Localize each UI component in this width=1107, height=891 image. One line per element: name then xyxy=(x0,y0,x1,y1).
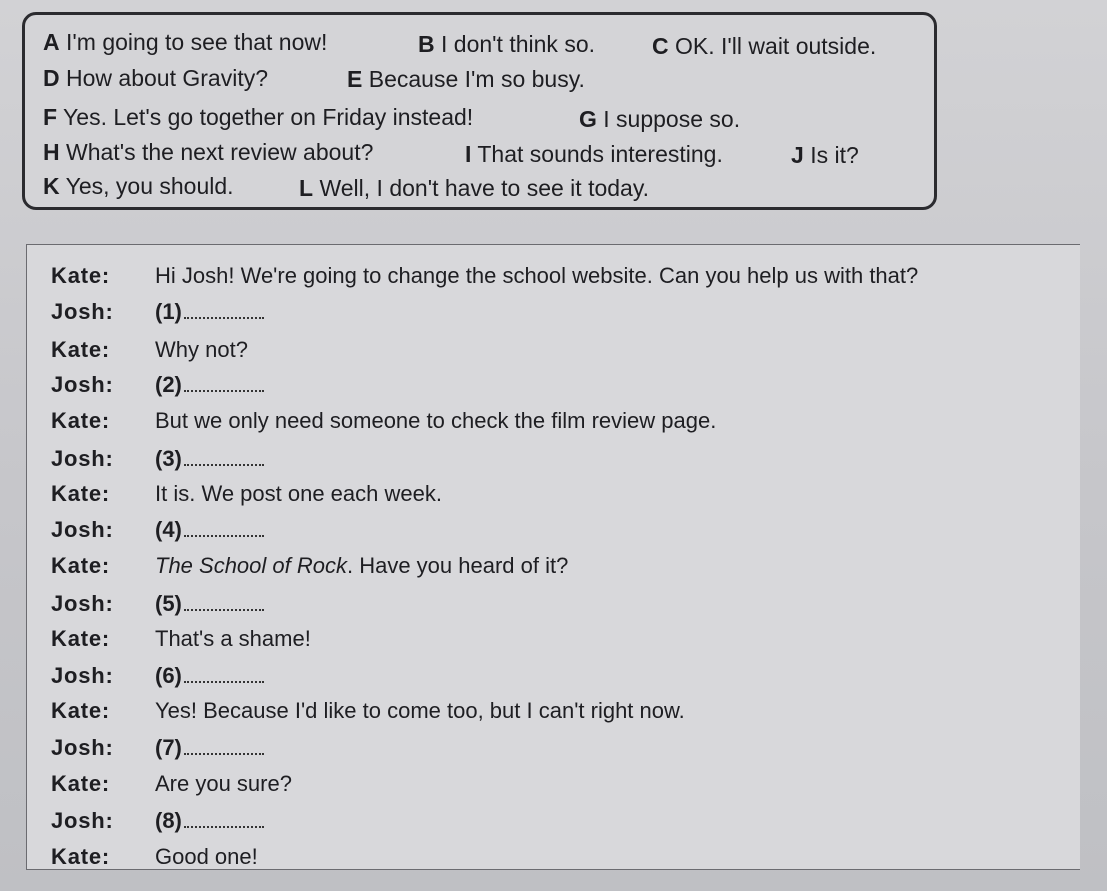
blank-number: (6) xyxy=(155,663,182,688)
option-l xyxy=(299,175,649,202)
line-text: Are you sure? xyxy=(155,771,292,796)
speaker-josh: Josh: xyxy=(51,663,114,688)
option-letter: I xyxy=(465,141,472,167)
option-text: Because I'm so busy. xyxy=(368,66,585,92)
line-text xyxy=(155,553,568,579)
line-text: Yes! Because I'd like to come too, but I can't right now. xyxy=(155,698,685,723)
dotted-blank[interactable] xyxy=(184,313,264,319)
speaker-kate: Kate: xyxy=(51,698,111,723)
answer-blank-4[interactable] xyxy=(155,517,264,543)
speaker-kate: Kate: xyxy=(51,263,111,288)
dotted-blank[interactable] xyxy=(184,822,264,828)
option-h xyxy=(43,139,373,166)
option-e xyxy=(347,66,585,93)
option-text: How about Gravity? xyxy=(66,65,268,91)
blank-number: (4) xyxy=(155,517,182,542)
option-text: Yes. Let's go together on Friday instead! xyxy=(63,104,474,130)
answer-blank-3[interactable] xyxy=(155,446,264,472)
option-b xyxy=(418,31,595,58)
option-text: I suppose so. xyxy=(603,106,741,132)
option-text: That sounds interesting. xyxy=(477,141,723,167)
option-g xyxy=(579,106,740,133)
answer-options-box xyxy=(22,12,937,210)
blank-number: (2) xyxy=(155,372,182,397)
line-text: But we only need someone to check the film review page. xyxy=(155,408,717,433)
option-text: Well, I don't have to see it today. xyxy=(319,175,650,201)
dotted-blank[interactable] xyxy=(184,749,264,755)
dotted-blank[interactable] xyxy=(184,605,264,611)
answer-blank-6[interactable] xyxy=(155,663,264,689)
speaker-josh: Josh: xyxy=(51,517,114,542)
film-title: The School of Rock xyxy=(155,553,347,578)
option-text: I don't think so. xyxy=(441,31,595,57)
dotted-blank[interactable] xyxy=(184,386,264,392)
dotted-blank[interactable] xyxy=(184,677,264,683)
speaker-kate: Kate: xyxy=(51,408,111,433)
option-text: Yes, you should. xyxy=(65,173,234,199)
option-c xyxy=(652,33,876,60)
blank-number: (8) xyxy=(155,808,182,833)
blank-number: (3) xyxy=(155,446,182,471)
line-text-rest: . Have you heard of it? xyxy=(346,553,569,578)
speaker-josh: Josh: xyxy=(51,446,114,471)
option-k xyxy=(43,173,234,200)
line-text: Hi Josh! We're going to change the school website. Can you help us with that? xyxy=(155,263,919,288)
option-i xyxy=(465,141,723,168)
answer-blank-5[interactable] xyxy=(155,591,264,617)
dotted-blank[interactable] xyxy=(184,460,264,466)
option-letter: L xyxy=(299,175,314,201)
blank-number: (7) xyxy=(155,735,182,760)
speaker-josh: Josh: xyxy=(51,591,114,616)
option-letter: D xyxy=(43,65,60,91)
option-text: I'm going to see that now! xyxy=(66,29,328,55)
dotted-blank[interactable] xyxy=(184,531,264,537)
option-letter: A xyxy=(43,29,60,55)
speaker-josh: Josh: xyxy=(51,299,114,324)
line-text: Why not? xyxy=(155,337,248,362)
speaker-josh: Josh: xyxy=(51,372,114,397)
speaker-josh: Josh: xyxy=(51,808,114,833)
option-f xyxy=(43,104,473,131)
answer-blank-1[interactable] xyxy=(155,299,264,325)
option-letter: B xyxy=(418,31,435,57)
answer-blank-2[interactable] xyxy=(155,372,264,398)
option-letter: K xyxy=(43,173,60,199)
line-text: Good one! xyxy=(155,844,258,869)
speaker-kate: Kate: xyxy=(51,771,111,796)
option-text: Is it? xyxy=(810,142,859,168)
speaker-kate: Kate: xyxy=(51,844,111,869)
line-text: It is. We post one each week. xyxy=(155,481,442,506)
answer-blank-7[interactable] xyxy=(155,735,264,761)
option-text: What's the next review about? xyxy=(66,139,374,165)
dialogue-box xyxy=(26,244,1080,870)
blank-number: (5) xyxy=(155,591,182,616)
option-d xyxy=(43,65,268,92)
option-text: OK. I'll wait outside. xyxy=(675,33,877,59)
speaker-kate: Kate: xyxy=(51,626,111,651)
option-letter: H xyxy=(43,139,60,165)
blank-number: (1) xyxy=(155,299,182,324)
speaker-kate: Kate: xyxy=(51,481,111,506)
line-text: That's a shame! xyxy=(155,626,311,651)
option-letter: J xyxy=(791,142,804,168)
option-letter: G xyxy=(579,106,597,132)
speaker-kate: Kate: xyxy=(51,337,111,362)
speaker-kate: Kate: xyxy=(51,553,111,578)
option-a xyxy=(43,29,327,56)
option-letter: E xyxy=(347,66,363,92)
option-letter: C xyxy=(652,33,669,59)
answer-blank-8[interactable] xyxy=(155,808,264,834)
option-j xyxy=(791,142,859,169)
speaker-josh: Josh: xyxy=(51,735,114,760)
option-letter: F xyxy=(43,104,58,130)
